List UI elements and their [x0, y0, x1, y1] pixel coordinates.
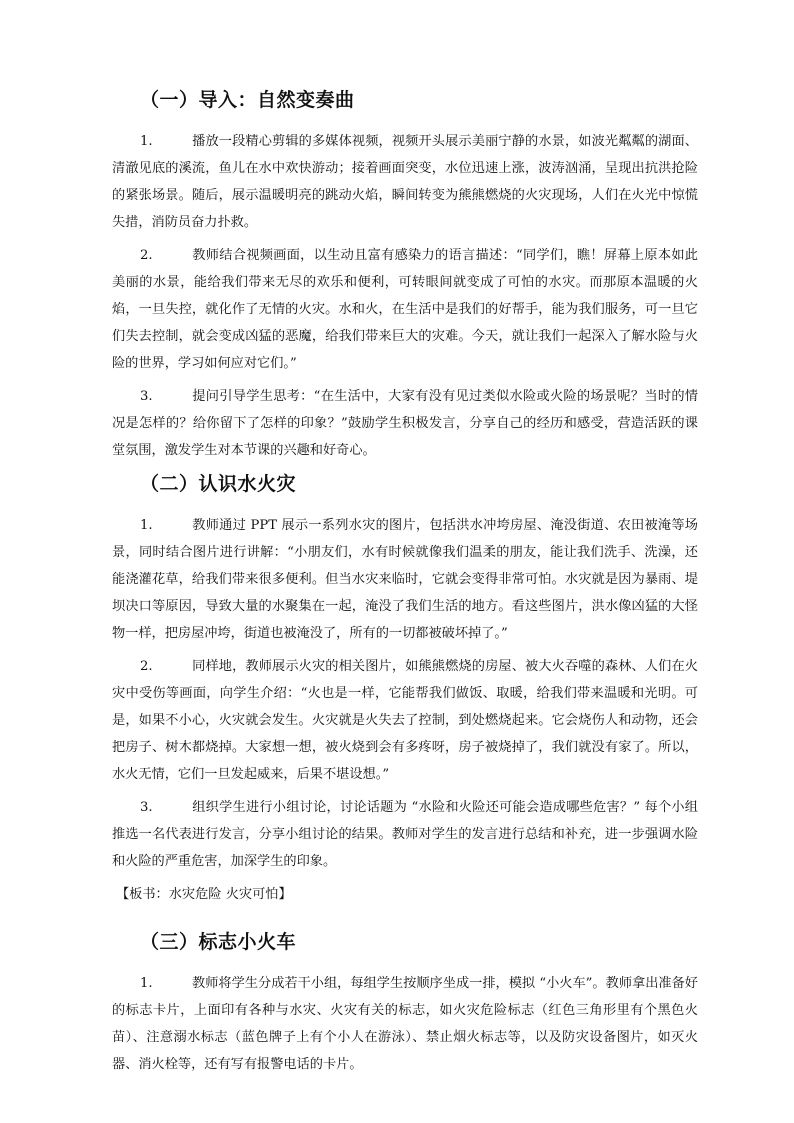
- paragraph-text: 提问引导学生思考：“在生活中，大家有没有见过类似水险或火险的场景呢？当时的情况是怎样的？给你留下了怎样的印象？”鼓励学生积极发言，分享自己的经历和感受，营造活跃的课堂氛围，激发学生对本节课的兴趣和好奇心。: [112, 389, 698, 458]
- paragraph-text: 组织学生进行小组讨论，讨论话题为 “水险和火险还可能会造成哪些危害？” 每个小组推选一名代表进行发言，分享小组讨论的结果。教师对学生的发言进行总结和补充，进一步强调水险和火险的严重危害，加深学生的印象。: [112, 800, 698, 869]
- paragraph-number: 3.: [140, 800, 153, 815]
- paragraph-text: 播放一段精心剪辑的多媒体视频，视频开头展示美丽宁静的水景，如波光粼粼的湖面、清澈见底的溪流，鱼儿在水中欢快游动；接着画面突变，水位迅速上涨，波涛汹涌，呈现出抗洪抢险的紧张场景。随后，展示温暖明亮的跳动火焰，瞬间转变为熊熊燃烧的火灾现场，人们在火光中惊慌失措，消防员奋力扑救。: [112, 134, 698, 230]
- paragraph: [112, 794, 698, 875]
- section-sign-train: [112, 928, 698, 1078]
- section-intro: [112, 86, 698, 464]
- paragraph-text: 教师通过 PPT 展示一系列水灾的图片，包括洪水冲垮房屋、淹没街道、农田被淹等场景，同时结合图片进行讲解：“小朋友们，水有时候就像我们温柔的朋友，能让我们洗手、洗澡，还能浇灌花草，给我们带来很多便利。但当水灾来临时，它就会变得非常可怕。水灾就是因为暴雨、堤坝决口等原因，导致大量的水聚集在一起，淹没了我们生活的地方。看这些图片，洪水像凶猛的大怪物一样，把房屋冲垮，街道也被淹没了，所有的一切都被破坏掉了。”: [112, 518, 698, 641]
- paragraph-text: 同样地，教师展示火灾的相关图片，如熊熊燃烧的房屋、被大火吞噬的森林、人们在火灾中受伤等画面，向学生介绍：“火也是一样，它能帮我们做饭、取暖，给我们带来温暖和光明。可是，如果不小心，火灾就会发生。火灾就是火失去了控制，到处燃烧起来。它会烧伤人和动物，还会把房子、树木都烧掉。大家想一想，被火烧到会有多疼呀，房子被烧掉了，我们就没有家了。所以，水火无情，它们一旦发起威来，后果不堪设想。”: [112, 659, 698, 782]
- paragraph: [112, 128, 698, 236]
- section-heading: （二）认识水火灾: [140, 473, 297, 495]
- paragraph-number: 1.: [140, 134, 153, 149]
- paragraph: [112, 512, 698, 647]
- paragraph-number: 1.: [140, 518, 153, 533]
- paragraph-text: 教师结合视频画面，以生动且富有感染力的语言描述：“同学们，瞧！屏幕上原本如此美丽的水景，能给我们带来无尽的欢乐和便利，可转眼间就变成了可怕的水灾。而那原本温暖的火焰，一旦失控，就化作了无情的火灾。水和火，在生活中是我们的好帮手，能为我们服务，可一旦它们失去控制，就会变成凶猛的恶魔，给我们带来巨大的灾难。今天，就让我们一起深入了解水险与火险的世界，学习如何应对它们。”: [112, 248, 698, 371]
- paragraph-number: 3.: [140, 389, 153, 404]
- paragraph: [112, 242, 698, 377]
- section-heading: （三）标志小火车: [140, 931, 297, 953]
- paragraph-number: 2.: [140, 659, 153, 674]
- paragraph: [112, 653, 698, 788]
- paragraph: [112, 383, 698, 464]
- section-heading: （一）导入：自然变奏曲: [140, 89, 355, 111]
- document-body: [112, 86, 698, 1084]
- blackboard-note: 【板书：水灾危险 火灾可怕】: [116, 887, 292, 902]
- paragraph-text: 教师将学生分成若干小组，每组学生按顺序坐成一排，模拟 “小火车”。教师拿出准备好的标志卡片，上面印有各种与水灾、火灾有关的标志，如火灾危险标志（红色三角形里有个黑色火苗）、注意溺水标志（蓝色牌子上有个小人在游泳）、禁止烟火标志等，以及防灾设备图片，如灭火器、消火栓等，还有写有报警电话的卡片。: [112, 976, 698, 1072]
- paragraph-number: 2.: [140, 248, 153, 263]
- section-disasters: [112, 470, 698, 908]
- paragraph-number: 1.: [140, 976, 153, 991]
- paragraph: [112, 970, 698, 1078]
